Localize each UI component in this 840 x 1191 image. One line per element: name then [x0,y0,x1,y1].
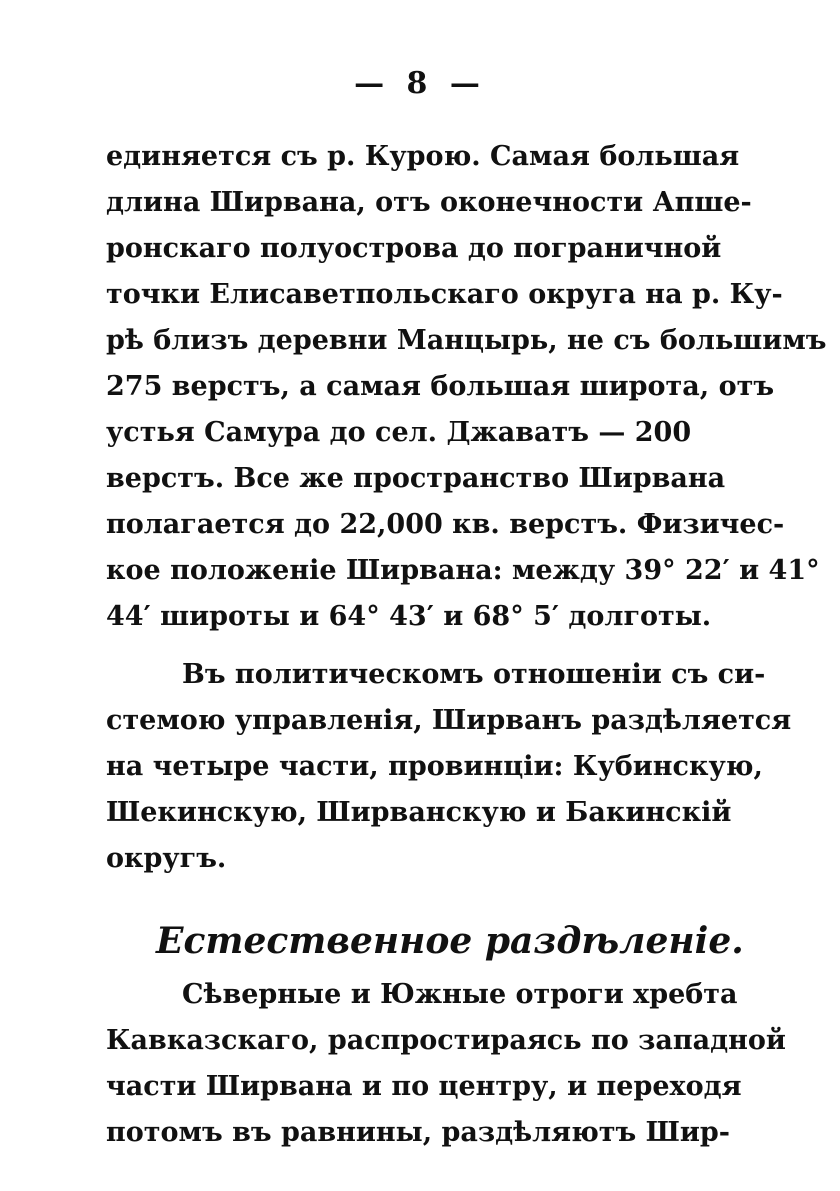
text-line: 44′ широты и 64° 43′ и 68° 5′ долготы. [106,601,712,632]
page-text [106,134,827,1156]
text-line: Кавказскаго, распростираясь по западной [106,1025,786,1056]
text-line: точки Елисаветпольскаго округа на р. Ку- [106,279,783,310]
text-line: Шекинскую, Ширванскую и Бакинскій [106,797,732,828]
section-heading: Естественное раздѣленіе. [156,920,744,962]
text-line: 275 верстъ, а самая большая широта, отъ [106,371,775,402]
page-number: — 8 — [354,66,486,101]
paragraph-area [106,134,827,640]
text-line: Сѣверные и Южные отроги хребта [182,979,738,1010]
text-line: рѣ близъ деревни Манцырь, не съ большимъ [106,325,827,356]
text-line: ронскаго полуострова до пограничной [106,233,722,264]
text-line: потомъ въ равнины, раздѣляютъ Шир- [106,1117,730,1148]
text-line: округъ. [106,843,227,874]
text-line: кое положеніе Ширвана: между 39° 22′ и 41° [106,555,820,586]
text-line: Въ политическомъ отношеніи съ си- [182,659,766,690]
paragraph-political [106,652,792,882]
text-line: единяется съ р. Курою. Самая большая [106,141,740,172]
text-line: устья Самура до сел. Джаватъ — 200 [106,417,692,448]
text-line: части Ширвана и по центру, и переходя [106,1071,742,1102]
text-line: полагается до 22,000 кв. верстъ. Физичес- [106,509,785,540]
text-line: длина Ширвана, отъ оконечности Апше- [106,187,752,218]
text-line: верстъ. Все же пространство Ширвана [106,463,726,494]
text-line: на четыре части, провинціи: Кубинскую, [106,751,763,782]
text-line: стемою управленія, Ширванъ раздѣляется [106,705,792,736]
paragraph-natural-division [106,972,786,1156]
